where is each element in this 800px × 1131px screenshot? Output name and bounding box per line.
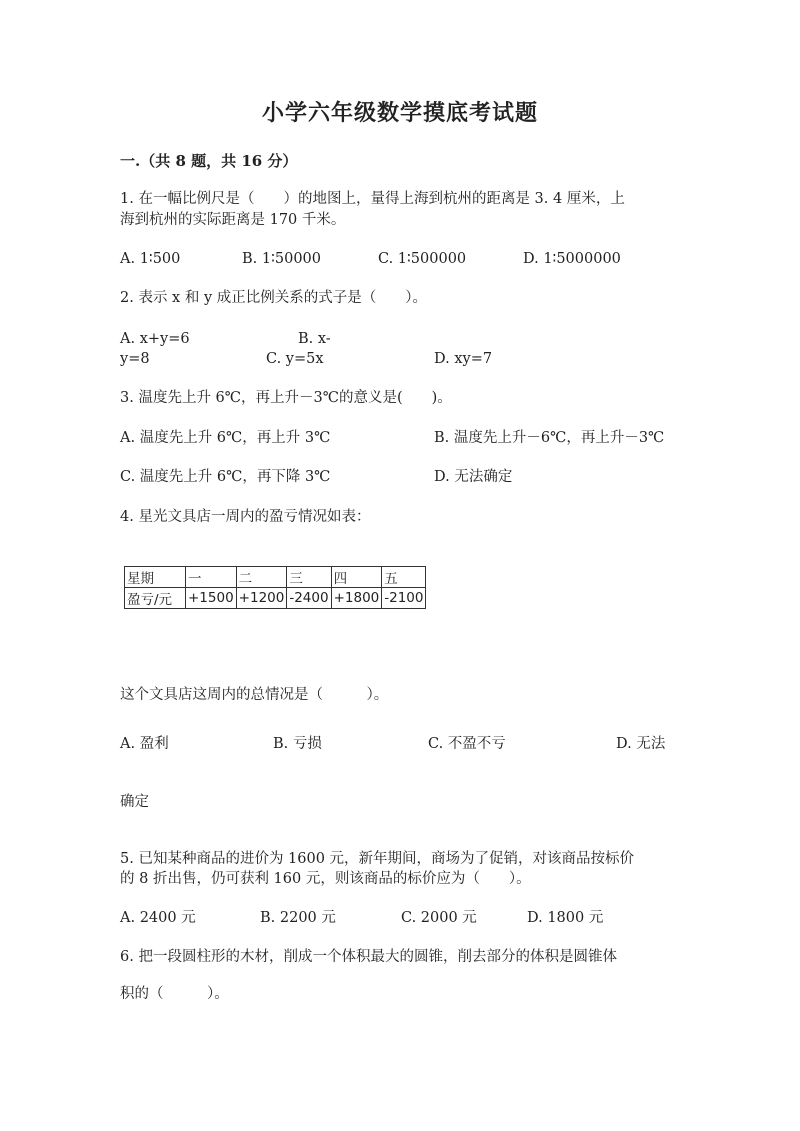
q1-option-c: C. 1∶500000 [378,251,467,267]
question-4-ask: 这个文具店这周内的总情况是（ ）。 [120,687,389,703]
table-cell: +1200 [236,588,287,609]
q4-option-c: C. 不盈不亏 [428,736,506,752]
q1-option-d: D. 1∶5000000 [523,251,621,267]
table-cell: 星期 [125,567,186,588]
question-5-line-2: 的 8 折出售，仍可获利 160 元，则该商品的标价应为（ ）。 [120,871,531,887]
q3-option-a: A. 温度先上升 6℃，再上升 3℃ [120,430,331,446]
table-cell: -2100 [382,588,426,609]
page-title: 小学六年级数学摸底考试题 [261,100,538,126]
q5-option-c: C. 2000 元 [401,910,477,926]
q5-option-a: A. 2400 元 [120,910,196,926]
question-1-line-2: 海到杭州的实际距离是 170 千米。 [120,212,346,228]
question-3: 3. 温度先上升 6℃，再上升－3℃的意义是( )。 [120,390,452,406]
q4-option-b: B. 亏损 [273,736,322,752]
q2-option-c: C. y=5x [266,351,324,367]
question-5-line-1: 5. 已知某种商品的进价为 1600 元，新年期间，商场为了促销，对该商品按标价 [120,851,635,867]
table-cell: -2400 [287,588,331,609]
table-cell: +1500 [186,588,237,609]
q5-option-b: B. 2200 元 [260,910,336,926]
table-cell: 二 [236,567,287,588]
table-cell: +1800 [331,588,382,609]
question-1-line-1: 1. 在一幅比例尺是（ ）的地图上，量得上海到杭州的距离是 3. 4 厘米，上 [120,191,625,207]
profit-loss-table [124,566,426,609]
q2-option-b-wrap: y=8 [120,351,150,367]
q3-option-c: C. 温度先上升 6℃，再下降 3℃ [120,469,331,485]
q3-option-d: D. 无法确定 [434,469,513,485]
question-6-line-1: 6. 把一段圆柱形的木材，削成一个体积最大的圆锥，削去部分的体积是圆锥体 [120,949,617,965]
table-cell: 四 [331,567,382,588]
q1-option-a: A. 1∶500 [120,251,181,267]
q4-option-d: D. 无法 [616,736,666,752]
q2-option-b: B. x- [298,331,331,347]
question-4: 4. 星光文具店一周内的盈亏情况如表： [120,509,371,525]
table-cell: 盈亏/元 [125,588,186,609]
section-heading: 一.（共 8 题，共 16 分） [120,152,298,170]
question-6-line-2: 积的（ ）。 [120,986,229,1002]
q5-option-d: D. 1800 元 [527,910,604,926]
q3-option-b: B. 温度先上升－6℃，再上升－3℃ [434,430,665,446]
q2-option-a: A. x+y=6 [120,331,190,347]
q4-option-d-wrap: 确定 [120,794,149,810]
question-2: 2. 表示 x 和 y 成正比例关系的式子是（ ）。 [120,290,427,306]
q1-option-b: B. 1∶50000 [242,251,321,267]
table-cell: 五 [382,567,426,588]
table-cell: 一 [186,567,237,588]
table-row [125,588,426,609]
table-cell: 三 [287,567,331,588]
q2-option-d: D. xy=7 [434,351,493,367]
table-header-row [125,567,426,588]
q4-option-a: A. 盈利 [120,736,169,752]
